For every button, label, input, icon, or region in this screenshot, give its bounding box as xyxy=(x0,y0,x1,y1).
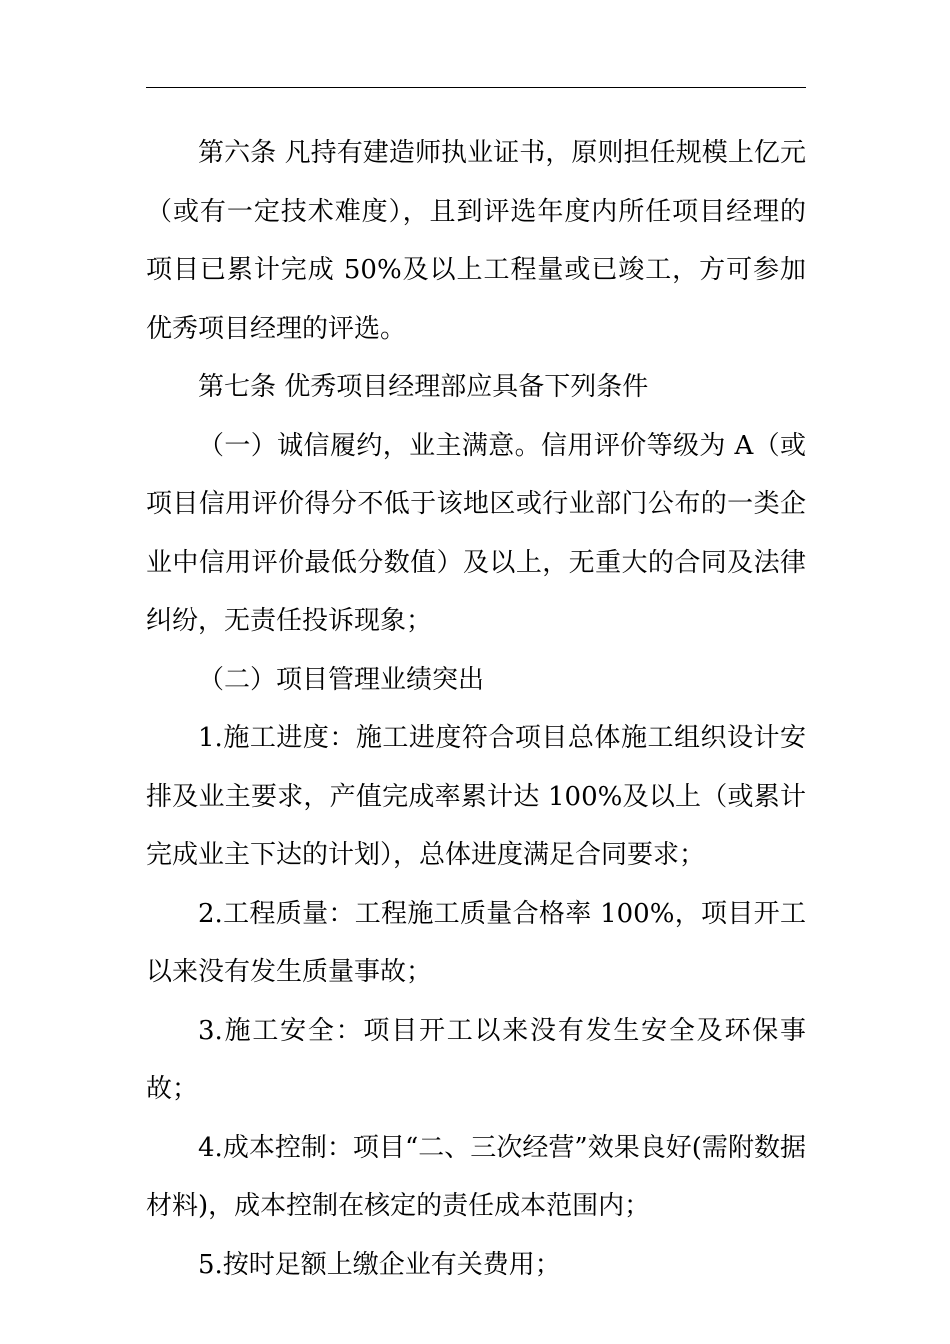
item-2-quality: 2.工程质量：工程施工质量合格率 100%，项目开工以来没有发生质量事故； xyxy=(146,898,806,987)
article-6-paragraph: 第六条 凡持有建造师执业证书，原则担任规模上亿元（或有一定技术难度），且到评选年度内所任项目经理的项目已累计完成 50%及以上工程量或已竣工，方可参加优秀项目经理的评选。 xyxy=(146,138,806,344)
item-3-safety: 3.施工安全：项目开工以来没有发生安全及环保事故； xyxy=(146,1015,806,1104)
header-rule xyxy=(146,87,806,88)
document-body xyxy=(146,124,806,1294)
article-7-heading: 第七条 优秀项目经理部应具备下列条件 xyxy=(198,372,649,402)
condition-1-paragraph: （一）诚信履约，业主满意。信用评价等级为 A（或项目信用评价得分不低于该地区或行业部门公布的一类企业中信用评价最低分数值）及以上，无重大的合同及法律纠纷，无责任投诉现象； xyxy=(146,430,806,636)
item-4-cost: 4.成本控制：项目“二、三次经营”效果良好(需附数据材料)，成本控制在核定的责任成本范围内； xyxy=(146,1132,806,1221)
condition-2-heading: （二）项目管理业绩突出 xyxy=(198,664,485,695)
item-1-schedule: 1.施工进度：施工进度符合项目总体施工组织设计安排及业主要求，产值完成率累计达 100%及以上（或累计完成业主下达的计划），总体进度满足合同要求； xyxy=(146,723,806,870)
item-5-fees: 5.按时足额上缴企业有关费用； xyxy=(198,1249,561,1280)
